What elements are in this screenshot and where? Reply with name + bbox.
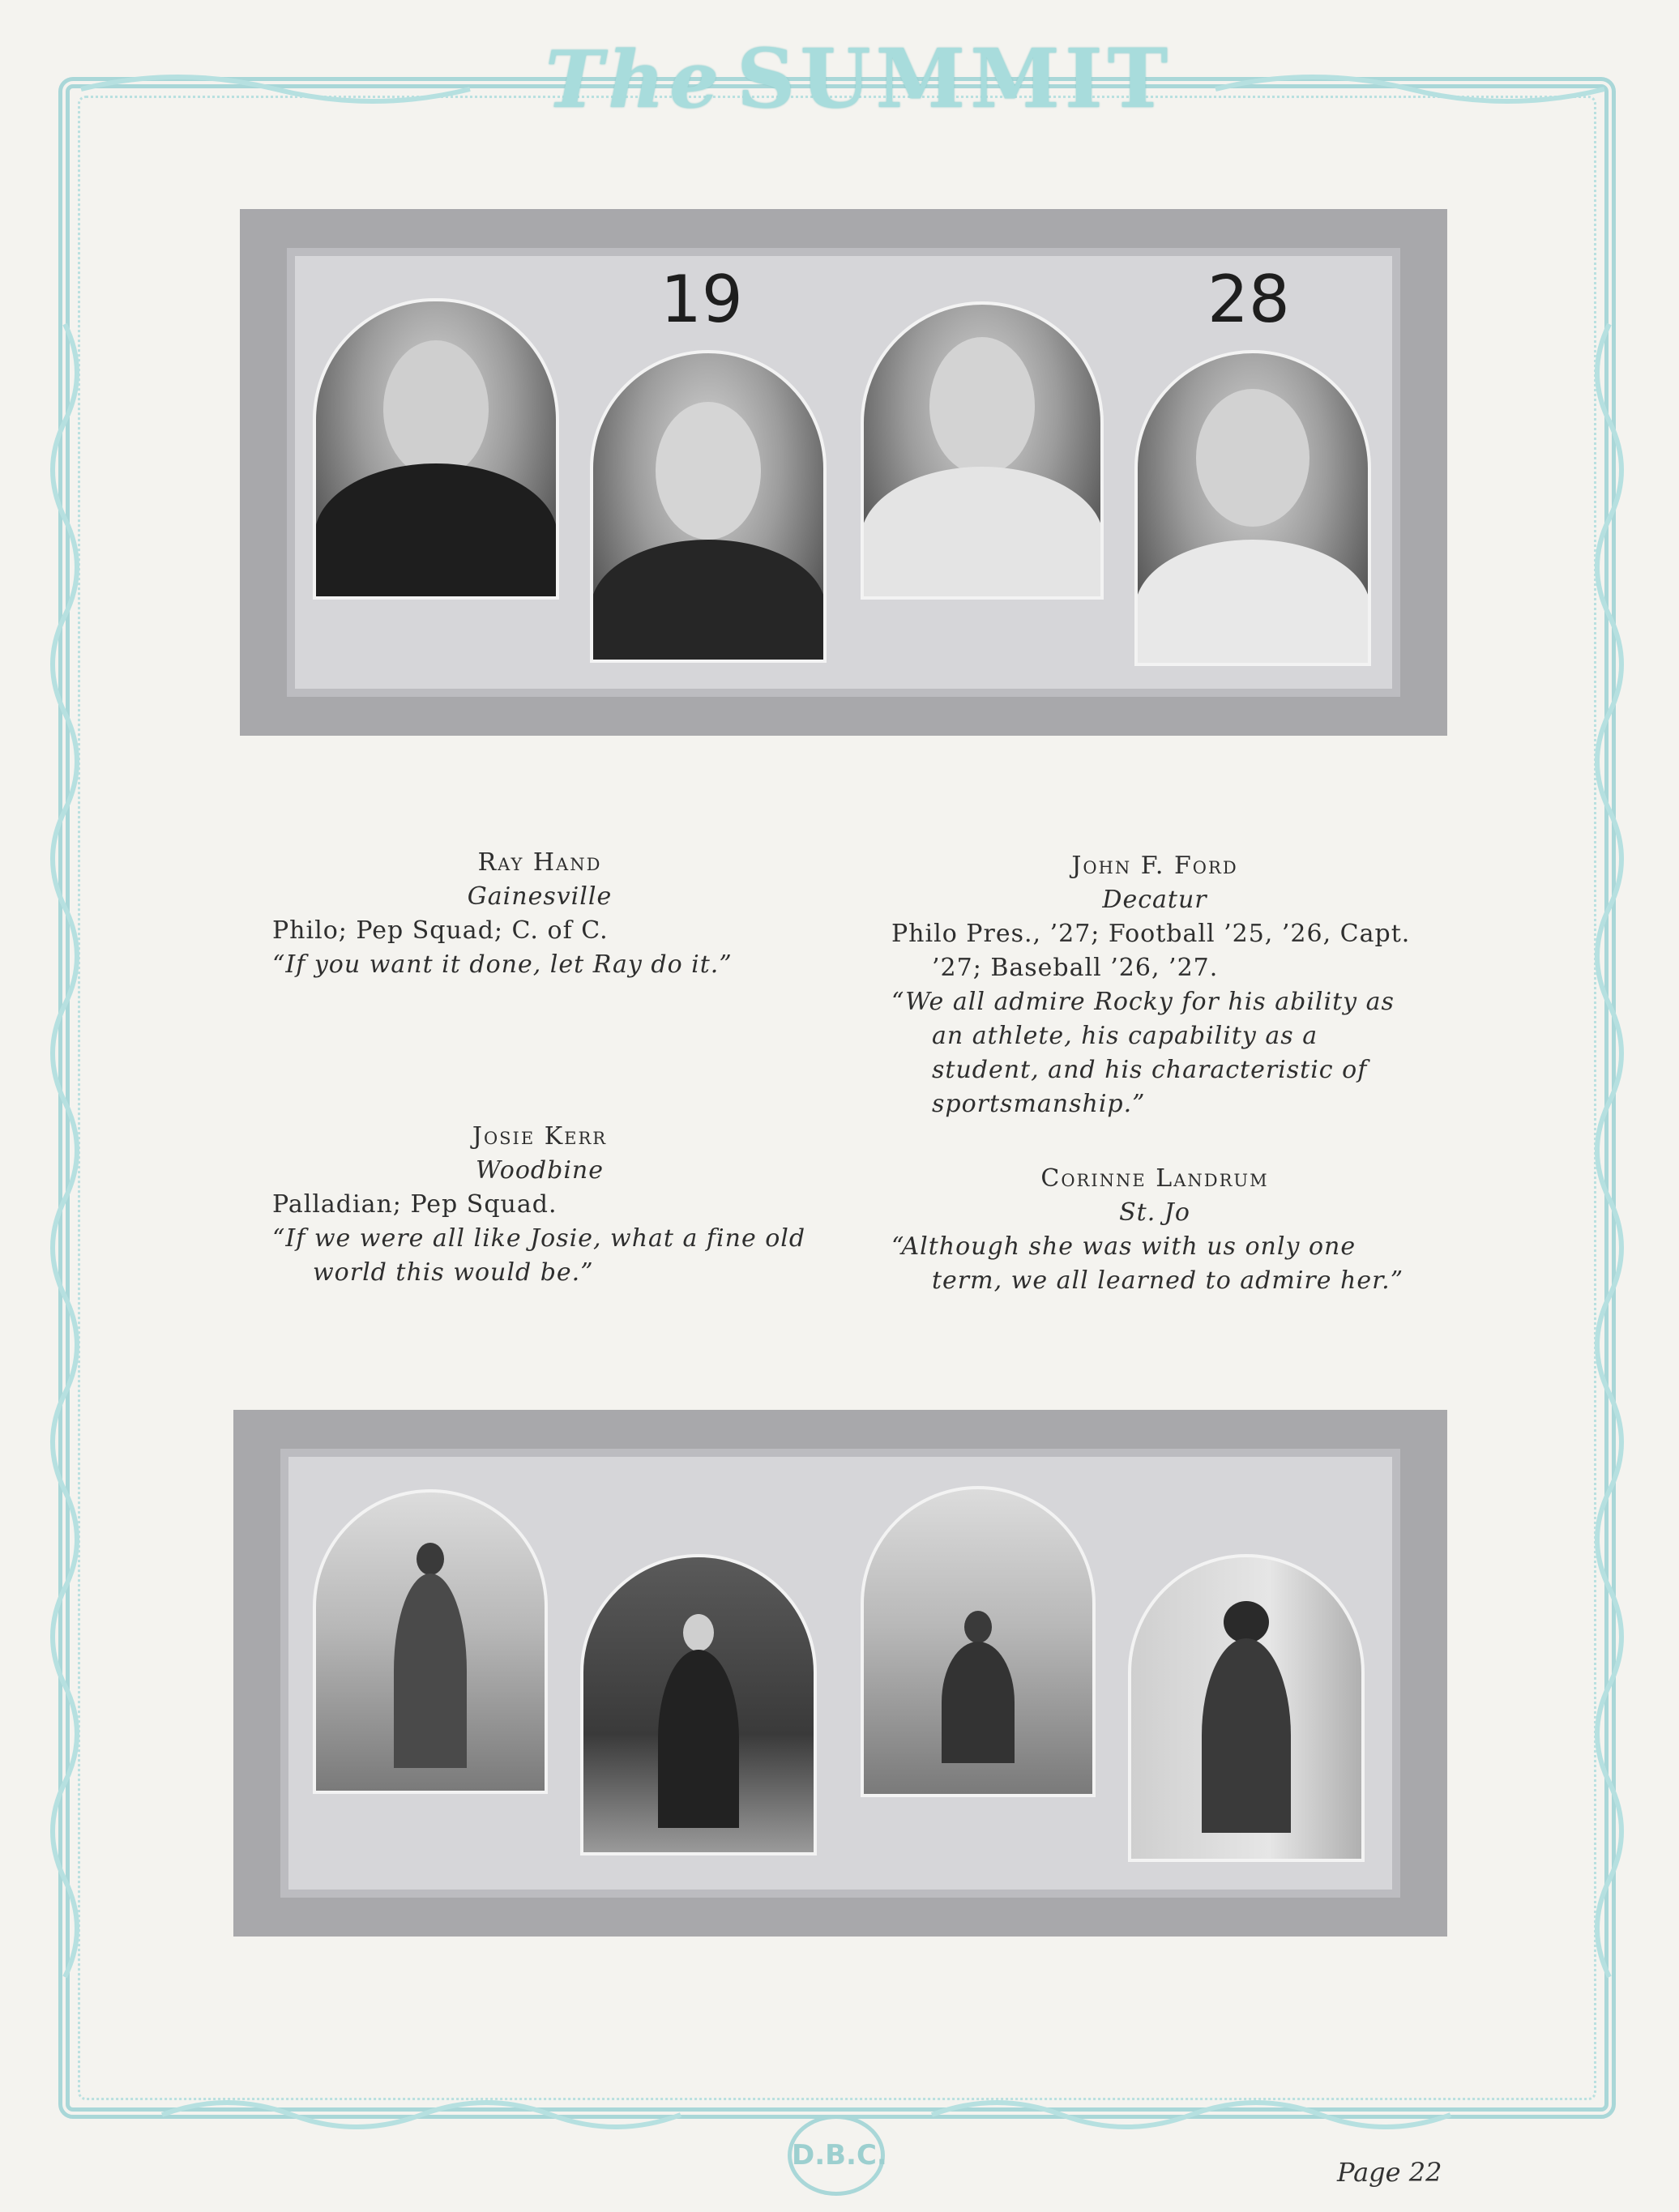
student-activities: Philo; Pep Squad; C. of C. [272,916,609,945]
student-quote: “We all admire Rocky for his ability as an athlete, his capability as a student, and his characteristic of sportsmanship.” [891,988,1395,1118]
portrait-josie-kerr [590,350,827,663]
snapshot-john-ford [861,1486,1096,1797]
student-quote: “Although she was with us only one term, we all learned to admire her.” [891,1232,1404,1295]
masthead-title: SUMMIT [737,31,1173,126]
portrait-corinne-landrum [1134,350,1371,666]
snapshot-ray-hand [313,1489,548,1794]
student-quote: “If you want it done, let Ray do it.” [272,950,733,979]
masthead-the: The [545,34,724,126]
snapshot-josie-kerr [580,1554,817,1855]
snapshot-corinne-landrum [1128,1554,1365,1862]
portrait-john-ford [861,301,1104,600]
student-name: Corinne Landrum [1040,1164,1269,1193]
year-right: 28 [1207,262,1290,337]
year-left: 19 [660,262,743,337]
student-hometown: Gainesville [467,882,613,911]
dbc-monogram: D.B.C. [788,2115,885,2196]
student-hometown: St. Jo [1119,1198,1190,1227]
student-entry [891,849,1418,1121]
student-entry [272,846,807,982]
student-name: Ray Hand [477,848,602,877]
student-hometown: Woodbine [476,1156,604,1185]
masthead [454,18,1264,139]
student-name: John F. Ford [1071,852,1238,880]
student-hometown: Decatur [1102,886,1207,914]
student-entry [891,1162,1418,1298]
student-activities: Palladian; Pep Squad. [272,1190,558,1219]
portrait-ray-hand [313,298,559,600]
student-quote: “If we were all like Josie, what a fine old world this would be.” [272,1224,806,1287]
student-activities: Philo Pres., ’27; Football ’25, ’26, Capt. ’27; Baseball ’26, ’27. [891,920,1411,982]
student-entry [272,1120,807,1290]
student-name: Josie Kerr [472,1122,608,1151]
page-number: Page 22 [1337,2157,1442,2188]
